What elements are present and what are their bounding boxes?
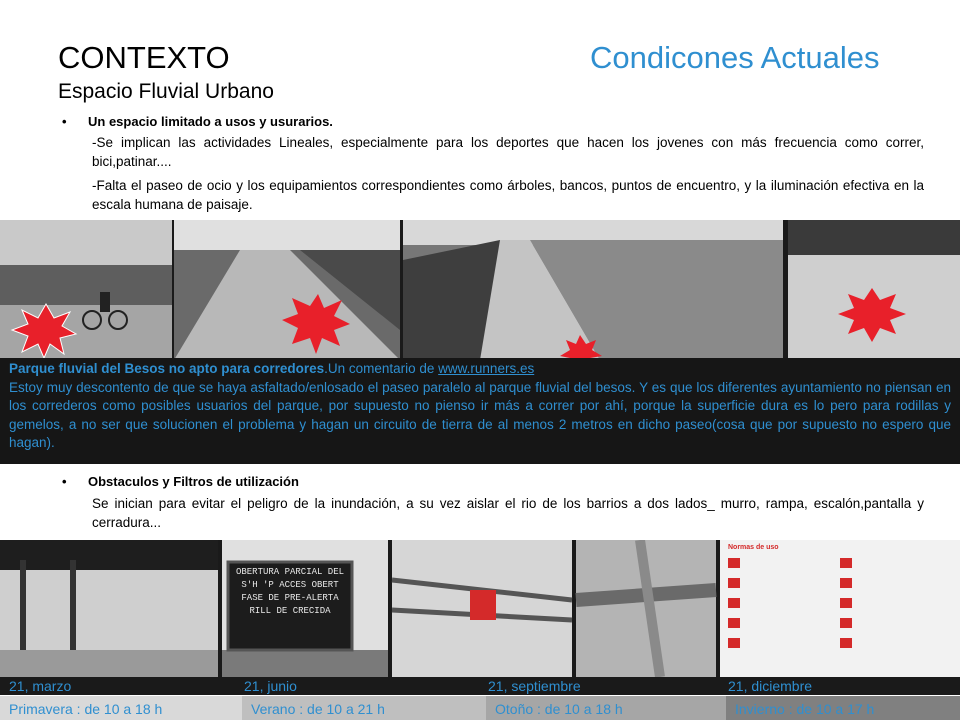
photo-collage-bottom (0, 540, 960, 677)
rules-board-title: Normas de uso (728, 544, 779, 551)
flood-sign-text: OBERTURA PARCIAL DEL S'H 'P ACCES OBERT FASE DE PRE-ALERTA RILL DE CRECIDA (235, 567, 345, 616)
runner-comment-box (0, 358, 960, 464)
comment-intro: .Un comentario de (324, 361, 439, 376)
comment-body: Estoy muy descontento de que se haya asfaltado/enlosado el paseo paralelo al parque fluvial del besos. Y es que los diferentes ayuntamiento no piensan en los correderos como posibles usuarios del parque, por supuesto no pienso ir más a correr por ahí, porque la superficie dura es lo pero para rodillas y gemelos, a no ser que solucionen el problema y hagan un circuito de tierra de al menos 2 metros en dicho paseo(cosa que por supuesto no espero que hagan). (9, 379, 951, 450)
season-spring: Primavera : de 10 a 18 h (0, 696, 242, 720)
bullet-heading-uses: Un espacio limitado a usos y usurarios. (88, 114, 333, 129)
page-title-right: Condicones Actuales (590, 40, 880, 75)
photo-strip-bottom (0, 540, 960, 677)
photo-cyclist (0, 220, 172, 360)
photo-handrail (392, 540, 572, 677)
season-date-summer: 21, junio (244, 678, 297, 694)
photo-rules-board (720, 540, 960, 677)
photo-river-path (403, 220, 783, 360)
bullet-obstacles: • Obstaculos y Filtros de utilización (62, 474, 299, 489)
season-date-autumn: 21, septiembre (488, 678, 581, 694)
season-schedule-bar (0, 696, 960, 720)
season-date-winter: 21, diciembre (728, 678, 813, 694)
season-winter: Invierno : de 10 a 17 h (726, 696, 960, 720)
page-title: CONTEXTO (58, 40, 230, 75)
photo-meadow (788, 220, 960, 360)
photo-strip-top (0, 220, 960, 360)
paragraph-obstacles: Se inician para evitar el peligro de la inundación, a su vez aislar el rio de los barrios a dos lados_ murro, rampa, escalón,pantalla y cerradura... (92, 496, 924, 530)
bullet-heading-obstacles: Obstaculos y Filtros de utilización (88, 474, 299, 489)
page-subtitle: Espacio Fluvial Urbano (58, 80, 274, 103)
paragraph-activities: -Se implican las actividades Lineales, especialmente para los deportes que hacen los jovenes con más frecuencia como correr, bici,patinar.... (92, 135, 924, 169)
season-date-spring: 21, marzo (9, 678, 72, 694)
season-autumn: Otoño : de 10 a 18 h (486, 696, 726, 720)
photo-collage-top (0, 220, 960, 360)
comment-headline: Parque fluvial del Besos no apto para corredores (9, 361, 325, 376)
photo-canopy (0, 540, 218, 677)
season-summer: Verano : de 10 a 21 h (242, 696, 486, 720)
paragraph-missing: -Falta el paseo de ocio y los equipamientos correspondientes como árboles, bancos, puntos de encuentro, y la iluminación efectiva en la escala humana de paisaje. (92, 178, 924, 212)
runners-link[interactable]: www.runners.es (438, 361, 535, 376)
bullet-uses: • Un espacio limitado a usos y usurarios. (62, 114, 333, 129)
photo-ramp (174, 220, 400, 360)
photo-rail-closeup (576, 540, 716, 677)
season-dates-row (0, 677, 960, 695)
